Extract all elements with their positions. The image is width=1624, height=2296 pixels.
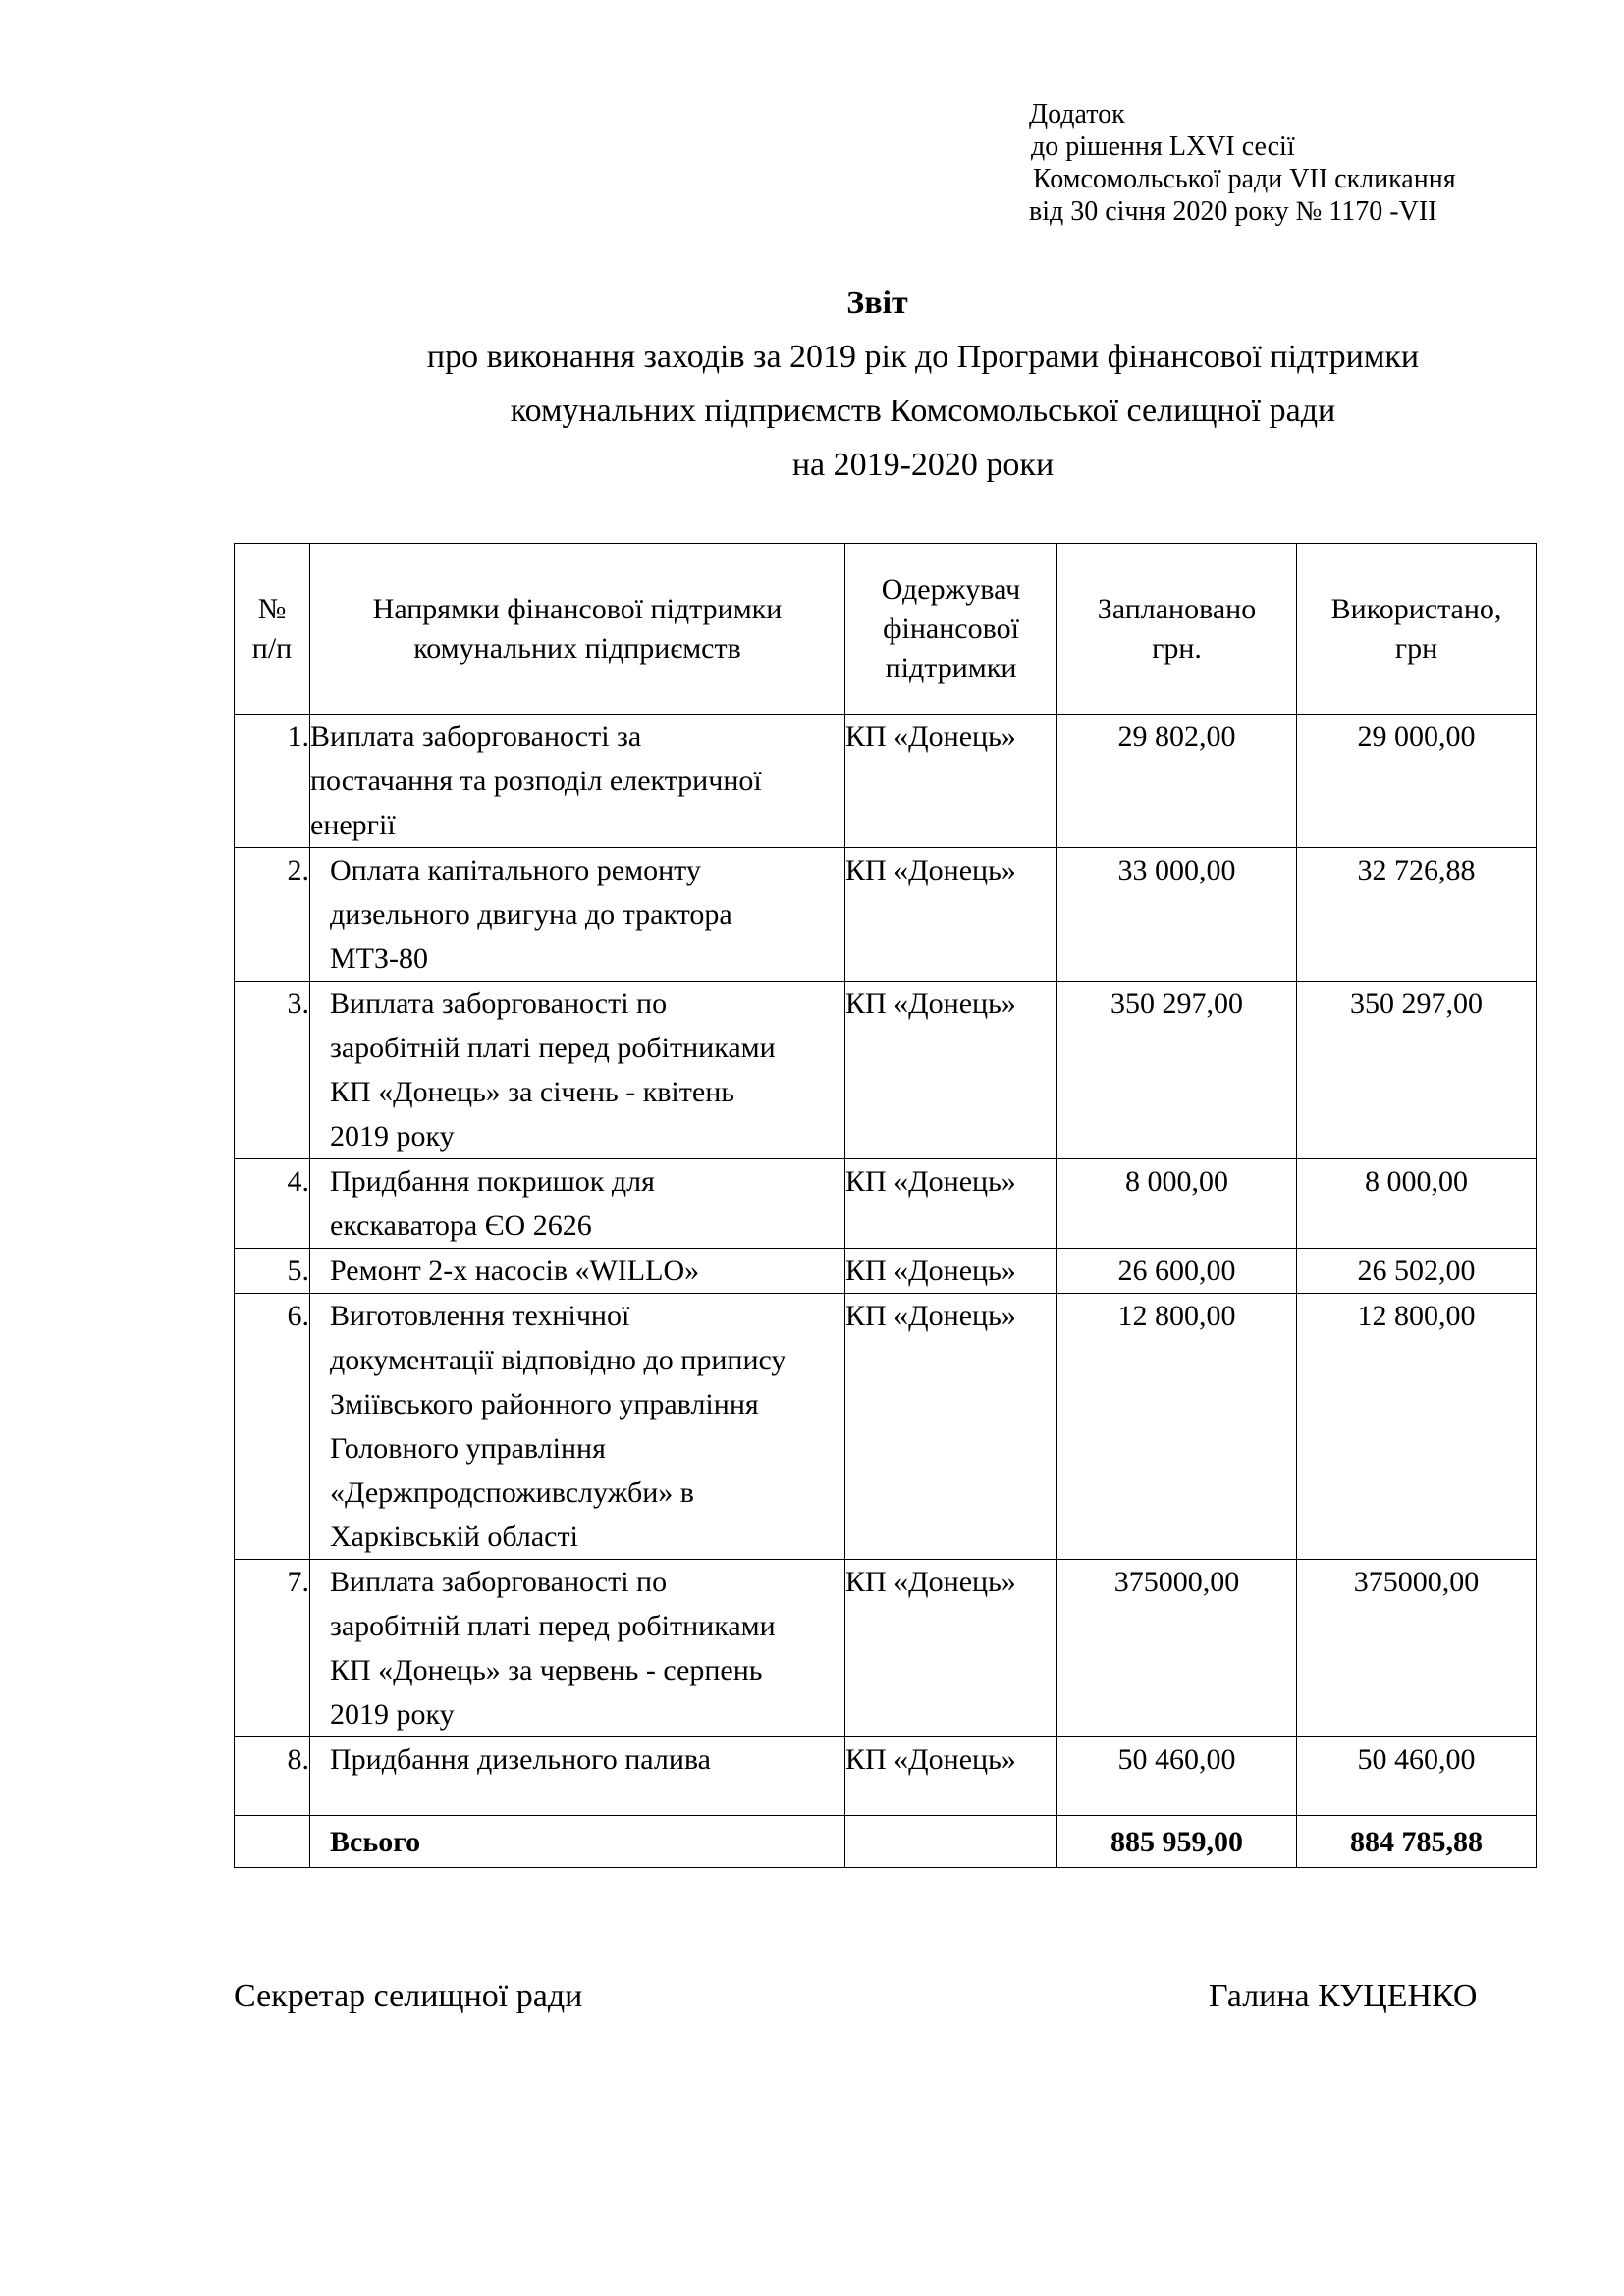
row-direction-line: документації відповідно до припису: [330, 1344, 786, 1376]
table-header-row: [235, 544, 1537, 715]
row-number: 8.: [235, 1737, 310, 1816]
row-planned: 8 000,00: [1057, 1159, 1297, 1249]
total-used: 884 785,88: [1297, 1816, 1537, 1868]
row-direction-line: постачання та розподіл електричної: [310, 765, 762, 797]
row-direction-line: енергії: [310, 809, 396, 841]
row-direction-line: Ремонт 2-х насосів «WILLO»: [330, 1255, 700, 1287]
row-direction-line: Харківській області: [330, 1521, 578, 1553]
row-number: 1.: [235, 715, 310, 848]
row-direction: [310, 715, 845, 848]
row-recipient: КП «Донець»: [845, 1294, 1057, 1560]
row-direction-line: Виплата заборгованості по: [330, 1566, 668, 1598]
row-direction-line: МТЗ-80: [330, 942, 429, 975]
row-recipient: КП «Донець»: [845, 848, 1057, 982]
row-direction: [310, 1249, 845, 1294]
row-recipient: КП «Донець»: [845, 1560, 1057, 1737]
row-used: 32 726,88: [1297, 848, 1537, 982]
row-used: 12 800,00: [1297, 1294, 1537, 1560]
row-planned: 350 297,00: [1057, 982, 1297, 1159]
header-directions: Напрямки фінансової підтримки комунальних підприємств: [310, 544, 845, 715]
row-direction-line: дизельного двигуна до трактора: [330, 898, 732, 931]
row-direction-line: КП «Донець» за січень - квітень: [330, 1076, 734, 1108]
row-planned: 375000,00: [1057, 1560, 1297, 1737]
row-direction: [310, 848, 845, 982]
row-direction-line: Виготовлення технічної: [330, 1300, 630, 1332]
row-planned: 33 000,00: [1057, 848, 1297, 982]
row-number: 5.: [235, 1249, 310, 1294]
row-planned: 12 800,00: [1057, 1294, 1297, 1560]
document-title: Звіт: [846, 285, 908, 321]
header-recipient: Одержувач фінансової підтримки: [845, 544, 1057, 715]
appendix-line-4: від 30 січня 2020 року № 1170 -VII: [1029, 196, 1437, 227]
row-direction: [310, 1560, 845, 1737]
row-direction: [310, 1159, 845, 1249]
row-number: 4.: [235, 1159, 310, 1249]
row-direction-line: Головного управління: [330, 1432, 606, 1465]
row-direction-line: 2019 року: [330, 1698, 455, 1731]
table-row: [235, 848, 1537, 982]
row-direction-line: Оплата капітального ремонту: [330, 854, 701, 886]
table-total-row: [235, 1816, 1537, 1868]
row-direction-line: екскаватора ЄО 2626: [330, 1209, 592, 1242]
total-planned: 885 959,00: [1057, 1816, 1297, 1868]
row-direction-line: Виплата заборгованості по: [330, 988, 668, 1020]
appendix-line-1: Додаток: [1029, 99, 1125, 130]
table-row: [235, 1560, 1537, 1737]
row-direction-line: Виплата заборгованості за: [310, 721, 642, 753]
table-row: [235, 982, 1537, 1159]
row-number: 2.: [235, 848, 310, 982]
row-direction: [310, 1737, 845, 1816]
table-row: [235, 1294, 1537, 1560]
total-recipient-cell: [845, 1816, 1057, 1868]
subtitle-line-1: про виконання заходів за 2019 рік до Програми фінансової підтримки: [426, 339, 1420, 375]
row-recipient: КП «Донець»: [845, 982, 1057, 1159]
row-used: 26 502,00: [1297, 1249, 1537, 1294]
row-direction-line: «Держпродспоживслужби» в: [330, 1476, 694, 1509]
row-planned: 29 802,00: [1057, 715, 1297, 848]
total-number-cell: [235, 1816, 310, 1868]
row-direction-line: Зміївського районного управління: [330, 1388, 759, 1420]
row-direction-line: 2019 року: [330, 1120, 455, 1152]
table-body: [235, 715, 1537, 1868]
row-used: 29 000,00: [1297, 715, 1537, 848]
table-row: [235, 1249, 1537, 1294]
signature-position: Секретар селищної ради: [234, 1978, 583, 2014]
row-used: 8 000,00: [1297, 1159, 1537, 1249]
row-direction-line: заробітній платі перед робітниками: [330, 1610, 776, 1642]
header-used: Використано, грн: [1297, 544, 1537, 715]
subtitle-line-3: на 2019-2020 роки: [791, 447, 1055, 483]
row-recipient: КП «Донець»: [845, 1249, 1057, 1294]
table-row: [235, 715, 1537, 848]
row-used: 50 460,00: [1297, 1737, 1537, 1816]
row-number: 6.: [235, 1294, 310, 1560]
row-direction-line: Придбання дизельного палива: [330, 1743, 711, 1776]
row-number: 3.: [235, 982, 310, 1159]
row-planned: 26 600,00: [1057, 1249, 1297, 1294]
signature-name: Галина КУЦЕНКО: [1209, 1978, 1478, 2014]
row-direction-line: КП «Донець» за червень - серпень: [330, 1654, 763, 1686]
row-number: 7.: [235, 1560, 310, 1737]
header-planned: Заплановано грн.: [1057, 544, 1297, 715]
row-planned: 50 460,00: [1057, 1737, 1297, 1816]
row-recipient: КП «Донець»: [845, 1159, 1057, 1249]
row-recipient: КП «Донець»: [845, 1737, 1057, 1816]
appendix-line-2: до рішення LXVI сесії: [1031, 132, 1295, 162]
table-row: [235, 1737, 1537, 1816]
table-row: [235, 1159, 1537, 1249]
row-direction-line: Придбання покришок для: [330, 1165, 655, 1198]
header-number: № п/п: [235, 544, 310, 715]
row-direction: [310, 1294, 845, 1560]
row-used: 350 297,00: [1297, 982, 1537, 1159]
appendix-block: [1029, 98, 1456, 228]
subtitle-line-2: комунальних підприємств Комсомольської селищної ради: [510, 393, 1336, 429]
row-direction: [310, 982, 845, 1159]
total-label: Всього: [310, 1816, 845, 1868]
row-recipient: КП «Донець»: [845, 715, 1057, 848]
appendix-line-3: Комсомольської ради VII скликання: [1033, 164, 1456, 194]
row-used: 375000,00: [1297, 1560, 1537, 1737]
report-table: [234, 543, 1537, 1868]
row-direction-line: заробітній платі перед робітниками: [330, 1032, 776, 1064]
